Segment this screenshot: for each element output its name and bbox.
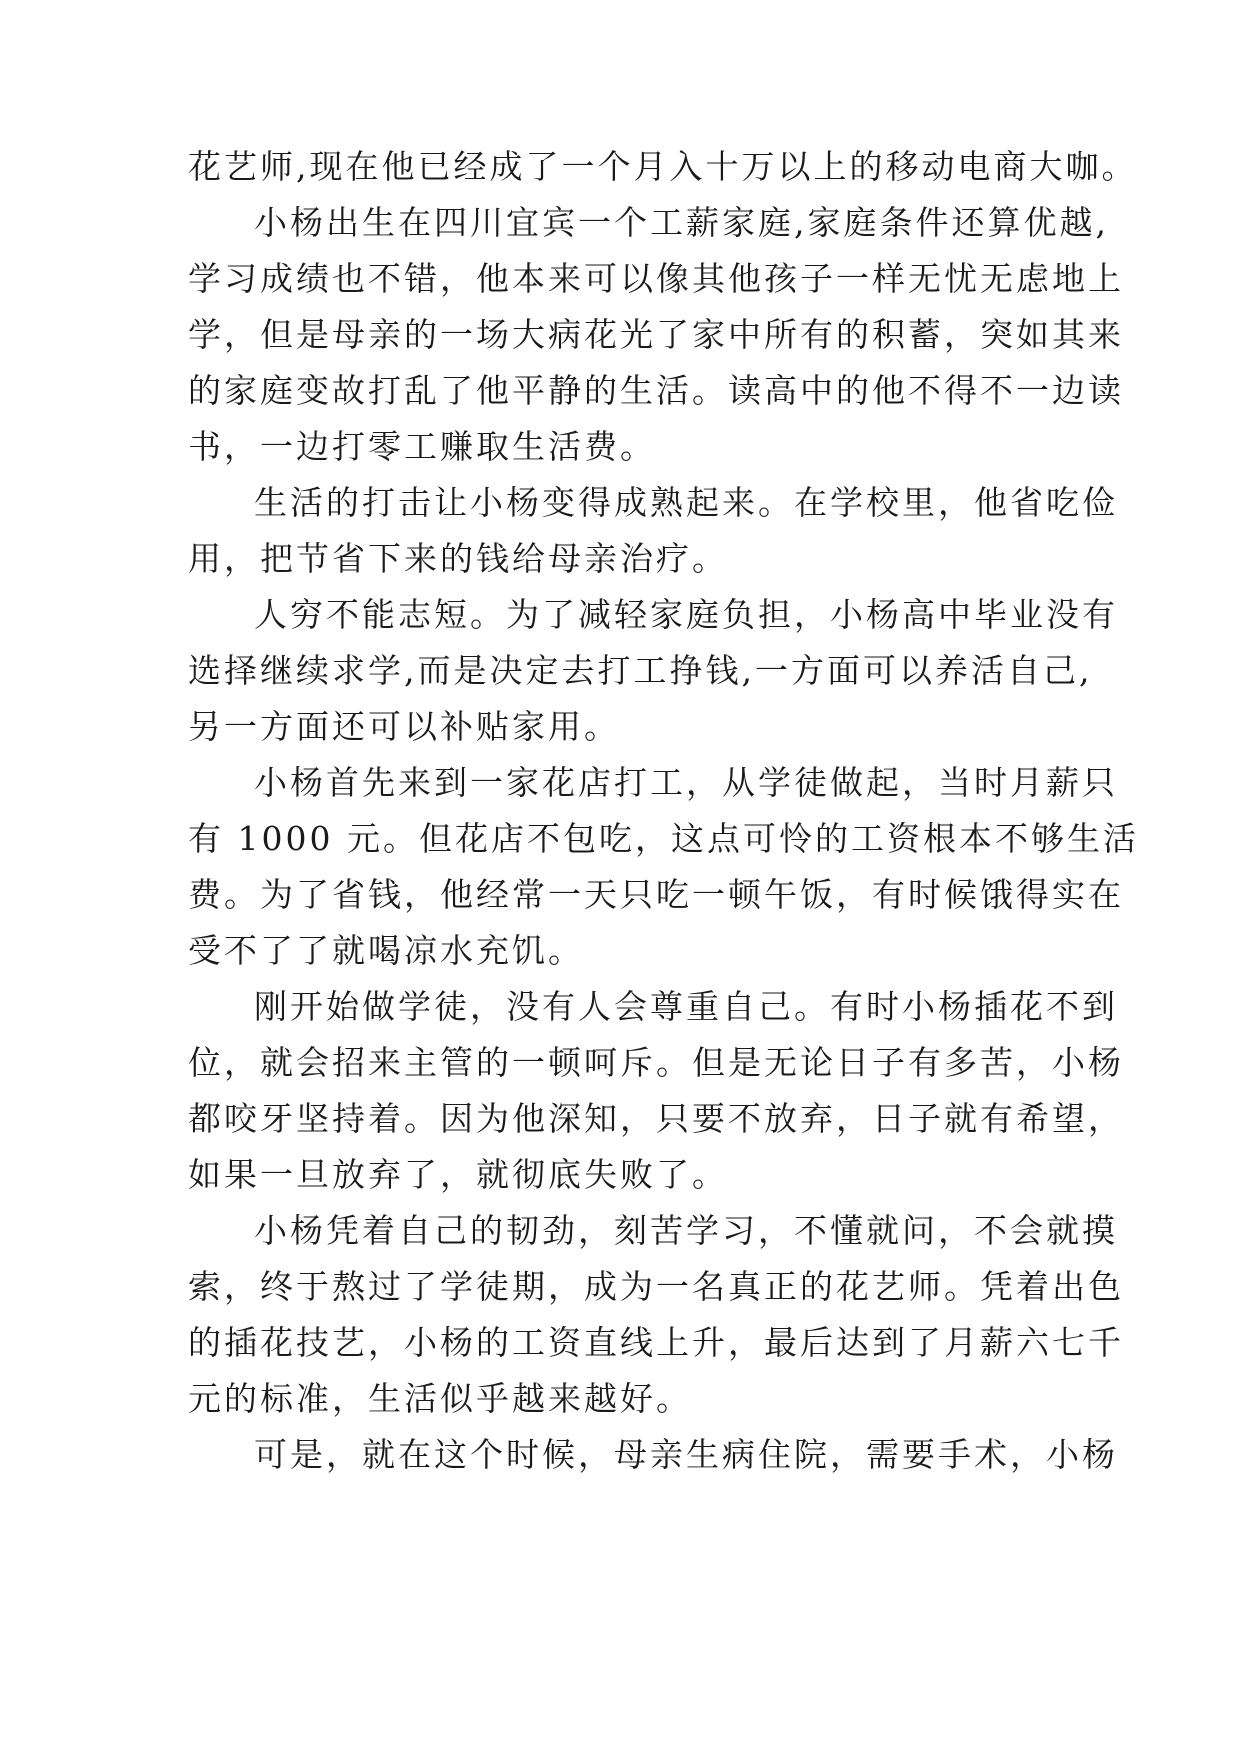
text-line: 索，终于熬过了学徒期，成为一名真正的花艺师。凭着出色 xyxy=(188,1267,1124,1306)
text-line: 都咬牙坚持着。因为他深知，只要不放弃，日子就有希望， xyxy=(188,1099,1124,1138)
text-line: 书，一边打零工赚取生活费。 xyxy=(188,427,656,466)
paragraph-first-line: 刚开始做学徒，没有人会尊重自己。有时小杨插花不到 xyxy=(254,987,1118,1026)
text-line: 选择继续求学,而是决定去打工挣钱,一方面可以养活自己, xyxy=(188,651,1093,690)
paragraph-first-line: 生活的打击让小杨变得成熟起来。在学校里，他省吃俭 xyxy=(254,483,1118,522)
paragraph-first-line: 小杨出生在四川宜宾一个工薪家庭,家庭条件还算优越, xyxy=(254,203,1109,242)
text-line: 费。为了省钱，他经常一天只吃一顿午饭，有时候饿得实在 xyxy=(188,875,1124,914)
text-line: 的家庭变故打乱了他平静的生活。读高中的他不得不一边读 xyxy=(188,371,1124,410)
text-line: 元的标准，生活似乎越来越好。 xyxy=(188,1379,692,1418)
text-line: 有 1000 元。但花店不包吃，这点可怜的工资根本不够生活 xyxy=(188,819,1139,858)
paragraph-first-line: 可是，就在这个时候，母亲生病住院，需要手术，小杨 xyxy=(254,1435,1118,1474)
text-line: 学习成绩也不错，他本来可以像其他孩子一样无忧无虑地上 xyxy=(188,259,1124,298)
text-line: 用，把节省下来的钱给母亲治疗。 xyxy=(188,539,728,578)
text-line: 学，但是母亲的一场大病花光了家中所有的积蓄，突如其来 xyxy=(188,315,1124,354)
text-line: 受不了了就喝凉水充饥。 xyxy=(188,931,584,970)
paragraph-first-line: 小杨凭着自己的韧劲，刻苦学习，不懂就问，不会就摸 xyxy=(254,1211,1118,1250)
text-line: 如果一旦放弃了，就彻底失败了。 xyxy=(188,1155,728,1194)
paragraph-first-line: 人穷不能志短。为了减轻家庭负担，小杨高中毕业没有 xyxy=(254,595,1118,634)
text-line: 花艺师,现在他已经成了一个月入十万以上的移动电商大咖。 xyxy=(188,147,1138,186)
text-line: 位，就会招来主管的一顿呵斥。但是无论日子有多苦，小杨 xyxy=(188,1043,1124,1082)
text-line: 的插花技艺，小杨的工资直线上升，最后达到了月薪六七千 xyxy=(188,1323,1124,1362)
paragraph-first-line: 小杨首先来到一家花店打工，从学徒做起，当时月薪只 xyxy=(254,763,1118,802)
text-line: 另一方面还可以补贴家用。 xyxy=(188,707,620,746)
